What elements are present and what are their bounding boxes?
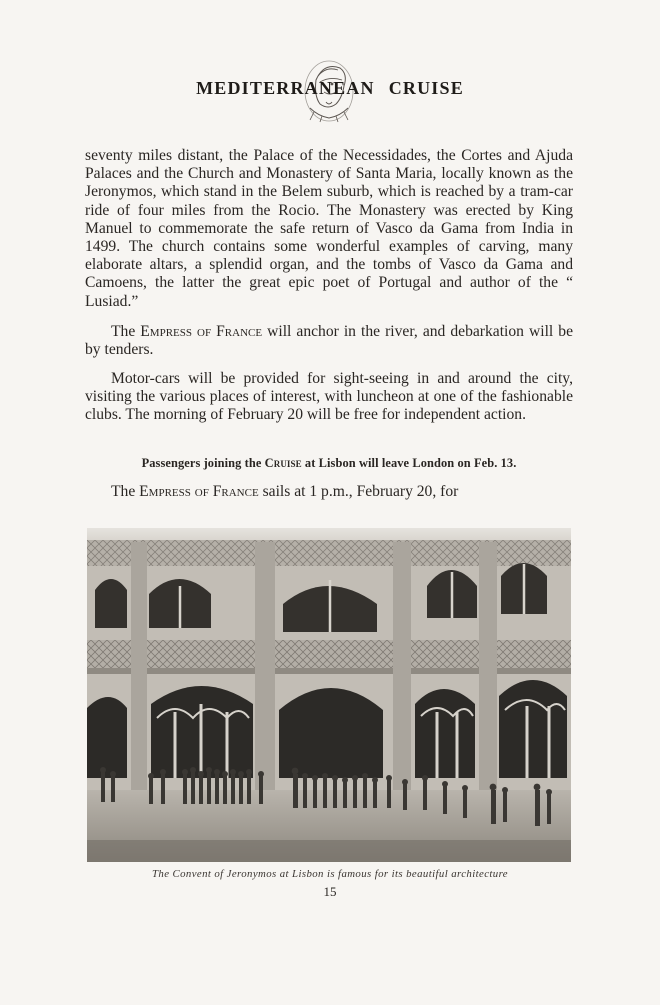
running-title (0, 78, 660, 99)
passenger-note-suffix: at Lisbon will leave London on Feb. 13. (301, 456, 517, 470)
paragraph-5-prefix: The (111, 483, 140, 500)
paragraph-2 (85, 323, 573, 359)
passenger-note-prefix: Passengers joining the (141, 456, 265, 470)
paragraph-2-suffix: will anchor in the river, and debarkation will be by tenders. (85, 323, 573, 359)
title-right: CRUISE (388, 78, 464, 98)
cloister-illustration (87, 528, 571, 862)
photo-caption: The Convent of Jeronymos at Lisbon is famous for its beautiful architecture (152, 868, 508, 880)
title-left: MEDITERRANEAN (196, 78, 375, 98)
paragraph-1: seventy miles distant, the Palace of the Necessidades, the Cortes and Ajuda Palaces and the Church and Monastery of Santa Maria, locally known as the Jeronymos, which stand in the Belem suburb, which is reached by a tram-car ride of four miles from the Rocio. The Monastery was erected by King Manuel to commemorate the safe return of Vasco da Gama from India in 1499. The church contains some wonderful examples of carving, many elaborate altars, a splendid organ, and the tombs of Vasco da Gama and Camoens, the latter the great epic poet of Portugal and author of the “ Lusiad.” (85, 147, 573, 310)
page-number: 15 (323, 884, 337, 899)
ship-name: Empress of France (140, 323, 263, 340)
paragraph-2-prefix: The (111, 323, 141, 340)
ship-name-2: Empress of France (139, 483, 259, 500)
paragraph-5-suffix: sails at 1 p.m., February 20, for (258, 483, 459, 500)
paragraph-5 (85, 483, 573, 501)
cruise-word: Cruise (264, 456, 302, 470)
passenger-note (85, 456, 573, 471)
running-header (0, 58, 660, 124)
paragraph-3: Motor-cars will be provided for sight-seeing in and around the city, visiting the various places of interest, with luncheon at one of the fashionable clubs. The morning of February 20 will be free for independent action. (85, 370, 573, 424)
cloister-photograph (87, 528, 571, 862)
